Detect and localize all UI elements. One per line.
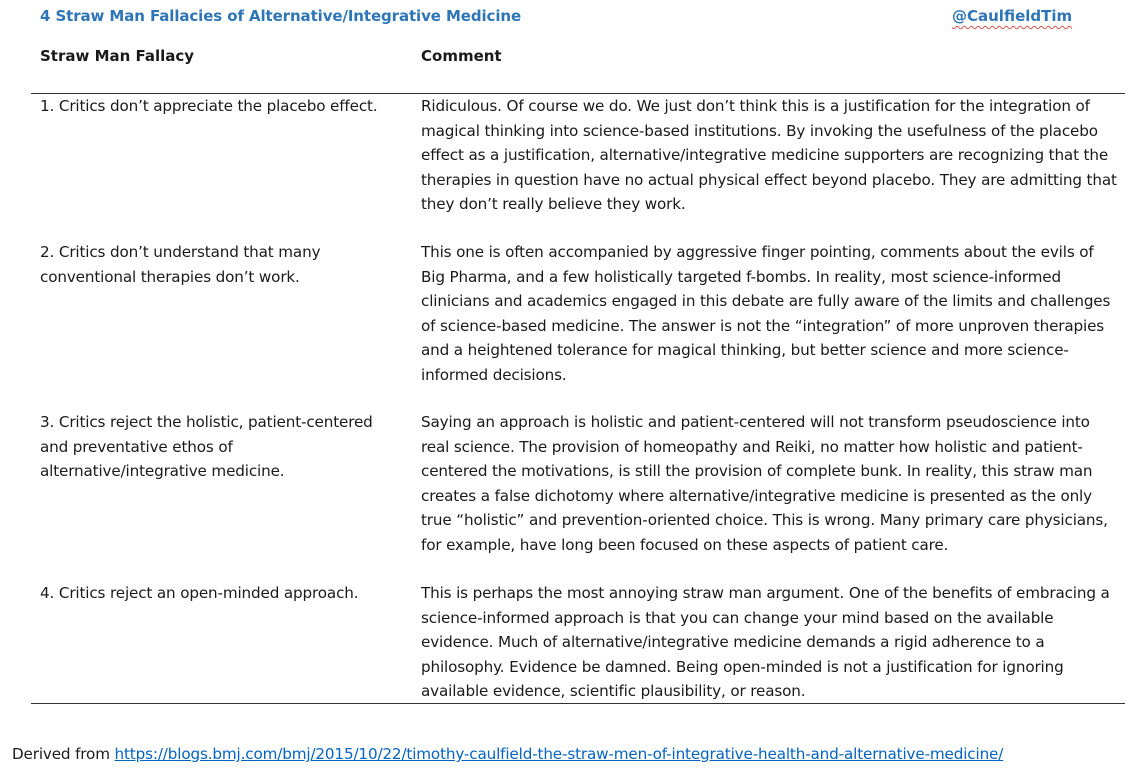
column-header-fallacy: Straw Man Fallacy — [40, 47, 195, 65]
document-title: 4 Straw Man Fallacies of Alternative/Integrative Medicine — [40, 7, 522, 25]
fallacy-cell-4: 4. Critics reject an open-minded approach. — [40, 584, 359, 602]
comment-cell-4: This is perhaps the most annoying straw man argument. One of the benefits of embracing a science-informed approach is that you can change your mind based on the available evidence. Much of alternative/integrative medicine demands a rigid adherence to a philosophy. Evidence be damned. Being open-minded is not a justification for ignoring available evidence, scientific plausibility, or reason. — [421, 584, 1110, 700]
fallacy-cell-2: 2. Critics don’t understand that many conventional therapies don’t work. — [40, 243, 321, 286]
source-link[interactable]: https://blogs.bmj.com/bmj/2015/10/22/timothy-caulfield-the-straw-men-of-integrative-health-and-alternative-medicine/ — [114, 745, 1004, 763]
fallacy-cell-1: 1. Critics don’t appreciate the placebo effect. — [40, 97, 378, 115]
source-footer — [12, 745, 1003, 763]
fallacy-cell-3: 3. Critics reject the holistic, patient-centered and preventative ethos of alternative/integrative medicine. — [40, 413, 373, 480]
footer-prefix: Derived from — [12, 745, 115, 763]
table-bottom-rule — [31, 703, 1125, 704]
comment-cell-1: Ridiculous. Of course we do. We just don’t think this is a justification for the integration of magical thinking into science-based institutions. By invoking the usefulness of the placebo effect as a justification, alternative/integrative medicine supporters are recognizing that the therapies in question have no actual physical effect beyond placebo. They are admitting that they don’t really believe they work. — [421, 97, 1117, 213]
column-header-comment: Comment — [421, 47, 502, 65]
author-handle: @CaulfieldTim — [952, 7, 1073, 25]
comment-cell-2: This one is often accompanied by aggressive finger pointing, comments about the evils of Big Pharma, and a few holistically targeted f-bombs. In reality, most science-informed clinicians and academics engaged in this debate are fully aware of the limits and challenges of science-based medicine. The answer is not the “integration” of more unproven therapies and a heightened tolerance for magical thinking, but better science and more science-informed decisions. — [421, 243, 1111, 384]
comment-cell-3: Saying an approach is holistic and patient-centered will not transform pseudoscience into real science. The provision of homeopathy and Reiki, no matter how holistic and patient-centered the motivations, is still the provision of complete bunk. In reality, this straw man creates a false dichotomy where alternative/integrative medicine is presented as the only true “holistic” and prevention-oriented choice. This is wrong. Many primary care physicians, for example, have long been focused on these aspects of patient care. — [421, 413, 1108, 554]
